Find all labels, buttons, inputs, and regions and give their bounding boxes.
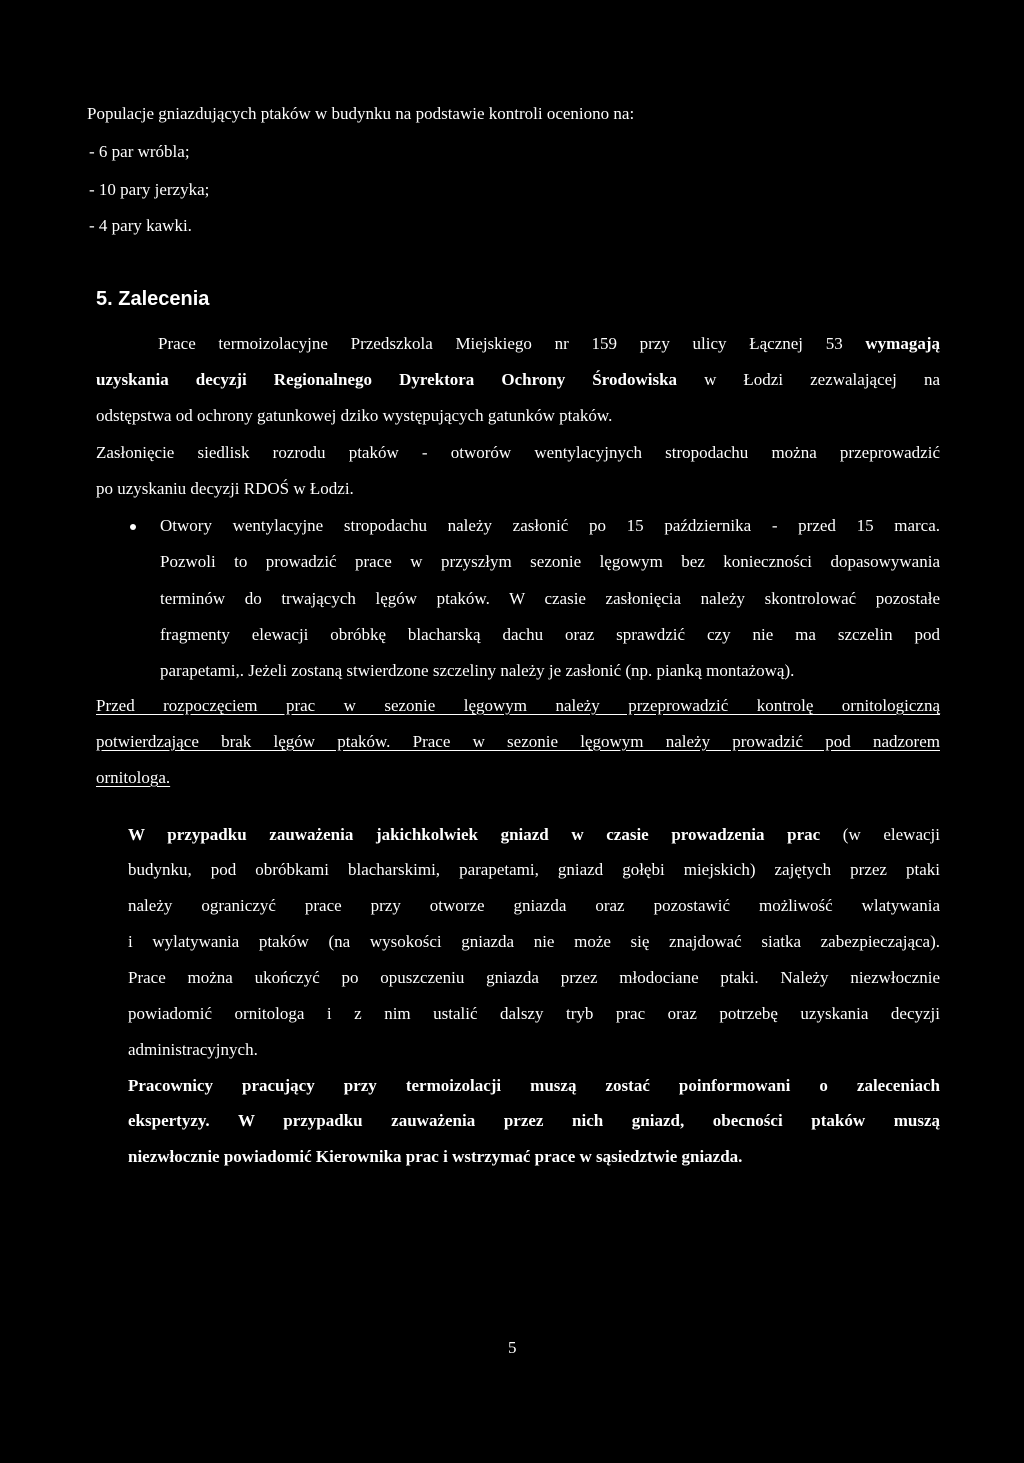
- para4-line3: należy ograniczyć prace przy otworze gniazda oraz pozostawić możliwość wlatywania: [128, 896, 940, 915]
- para5-line2: ekspertyzy. W przypadku zauważenia przez nich gniazd, obecności ptaków muszą: [128, 1111, 940, 1130]
- para1-line3: odstępstwa od ochrony gatunkowej dziko występujących gatunków ptaków.: [96, 406, 613, 425]
- page-number: 5: [508, 1338, 517, 1357]
- para3-line1: Przed rozpoczęciem prac w sezonie lęgowym należy przeprowadzić kontrolę ornitologiczną: [96, 696, 940, 715]
- count-jackdaw: - 4 pary kawki.: [89, 216, 192, 235]
- bullet-line4: fragmenty elewacji obróbkę blacharską dachu oraz sprawdzić czy nie ma szczelin pod: [160, 625, 940, 644]
- para1-line2: uzyskania decyzji Regionalnego Dyrektora Ochrony Środowiska w Łodzi zezwalającej na: [96, 370, 940, 389]
- para4-line2: budynku, pod obróbkami blacharskimi, parapetami, gniazd gołębi miejskich) zajętych przez ptaki: [128, 860, 940, 879]
- para1-line1: Prace termoizolacyjne Przedszkola Miejskiego nr 159 przy ulicy Łącznej 53 wymagają: [158, 334, 940, 353]
- para5-line1: Pracownicy pracujący przy termoizolacji muszą zostać poinformowani o zaleceniach: [128, 1076, 940, 1095]
- para4-line5: Prace można ukończyć po opuszczeniu gniazda przez młodociane ptaki. Należy niezwłocznie: [128, 968, 940, 987]
- para5-line3: niezwłocznie powiadomić Kierownika prac i wstrzymać prace w sąsiedztwie gniazda.: [128, 1147, 743, 1166]
- count-sparrow: - 6 par wróbla;: [89, 142, 190, 161]
- para4-line1: W przypadku zauważenia jakichkolwiek gniazd w czasie prowadzenia prac (w elewacji: [128, 825, 940, 844]
- bullet-line1: Otwory wentylacyjne stropodachu należy zasłonić po 15 października - przed 15 marca.: [160, 516, 940, 535]
- bullet-line3: terminów do trwających lęgów ptaków. W czasie zasłonięcia należy skontrolować pozostałe: [160, 589, 940, 608]
- para4-line7: administracyjnych.: [128, 1040, 258, 1059]
- para3-line2: potwierdzające brak lęgów ptaków. Prace w sezonie lęgowym należy prowadzić pod nadzorem: [96, 732, 940, 751]
- para2-line2: po uzyskaniu decyzji RDOŚ w Łodzi.: [96, 479, 354, 498]
- para4-line4: i wylatywania ptaków (na wysokości gniazda nie może się znajdować siatka zabezpieczająca).: [128, 932, 940, 951]
- bullet-line2: Pozwoli to prowadzić prace w przyszłym sezonie lęgowym bez konieczności dopasowywania: [160, 552, 940, 571]
- bullet-icon: [130, 524, 136, 530]
- bullet-line5: parapetami,. Jeżeli zostaną stwierdzone szczeliny należy je zasłonić (np. pianką montażową).: [160, 661, 795, 680]
- section-title: 5. Zalecenia: [96, 288, 210, 310]
- para3-line3: ornitologa.: [96, 768, 171, 787]
- para4-line6: powiadomić ornitologa i z nim ustalić dalszy tryb prac oraz potrzebę uzyskania decyzji: [128, 1004, 940, 1023]
- intro-line: Populacje gniazdujących ptaków w budynku na podstawie kontroli oceniono na:: [87, 104, 635, 123]
- count-swift: - 10 pary jerzyka;: [89, 180, 210, 199]
- para2-line1: Zasłonięcie siedlisk rozrodu ptaków - otworów wentylacyjnych stropodachu można przeprowadzić: [96, 443, 940, 462]
